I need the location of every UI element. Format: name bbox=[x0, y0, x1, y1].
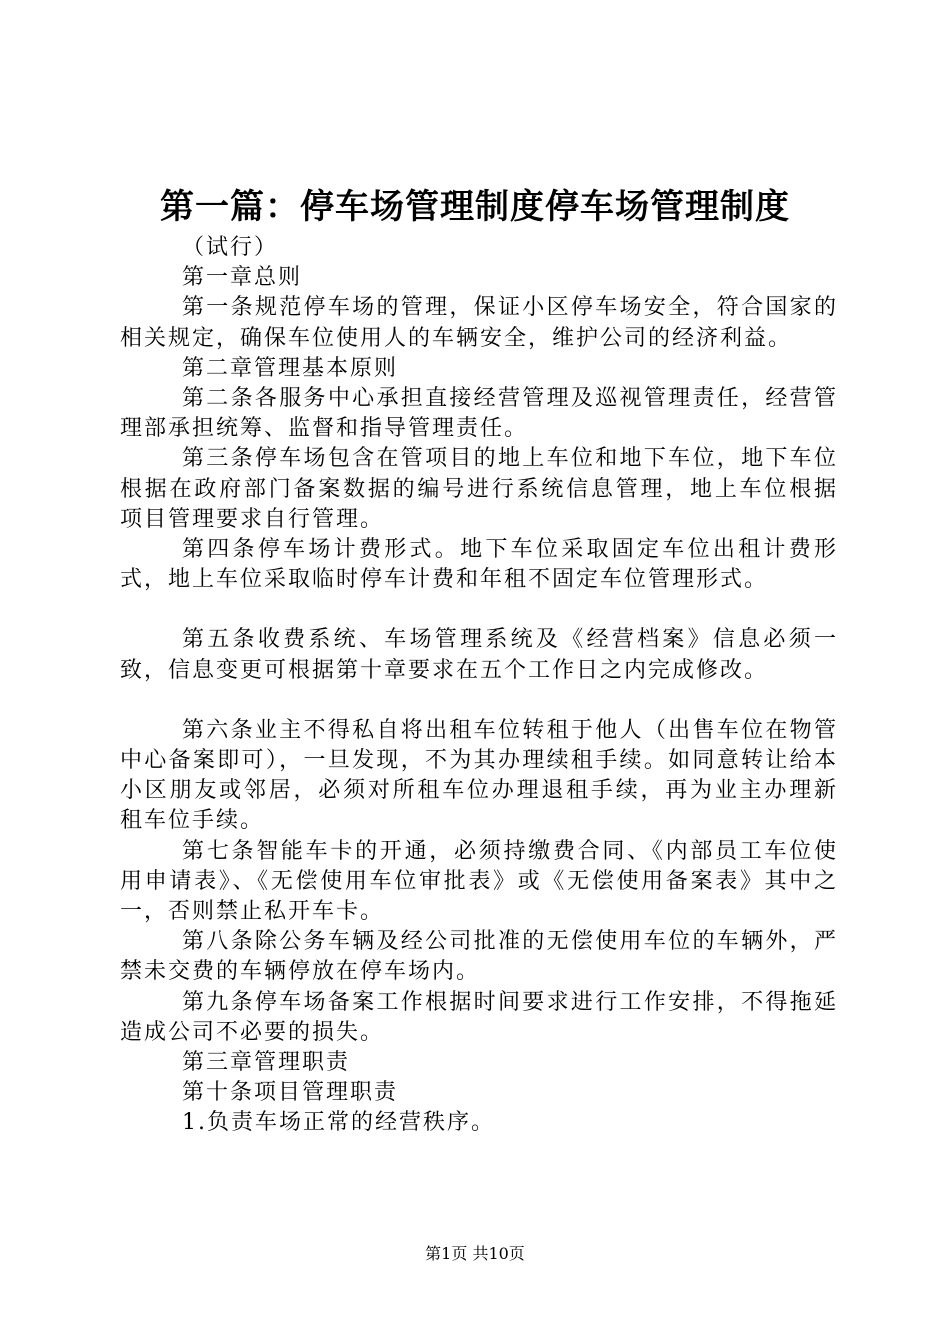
article-7: 第七条智能车卡的开通，必须持缴费合同、《内部员工车位使用申请表》、《无偿使用车位审批表》或《无偿使用备案表》其中之一，否则禁止私开车卡。 bbox=[120, 838, 838, 925]
article-2: 第二条各服务中心承担直接经营管理及巡视管理责任，经营管理部承担统筹、监督和指导管理责任。 bbox=[120, 386, 838, 442]
article-4: 第四条停车场计费形式。地下车位采取固定车位出租计费形式，地上车位采取临时停车计费和年租不固定车位管理形式。 bbox=[120, 537, 838, 593]
paragraph-trial: （试行） bbox=[182, 235, 279, 260]
heading-chapter-3: 第三章管理职责 bbox=[182, 1050, 351, 1076]
page-footer: 第1页 共10页 bbox=[425, 1244, 525, 1263]
article-6: 第六条业主不得私自将出租车位转租于他人（出售车位在物管中心备案即可），一旦发现，不为其办理续租手续。如同意转让给本小区朋友或邻居，必须对所租车位办理退租手续，再为业主办理新租车位手续。 bbox=[120, 717, 838, 834]
heading-chapter-1: 第一章总则 bbox=[182, 265, 303, 291]
article-5: 第五条收费系统、车场管理系统及《经营档案》信息必须一致，信息变更可根据第十章要求在五个工作日之内完成修改。 bbox=[120, 627, 838, 683]
article-9: 第九条停车场备案工作根据时间要求进行工作安排，不得拖延造成公司不必要的损失。 bbox=[120, 989, 838, 1045]
document-body bbox=[120, 233, 838, 1139]
list-item-1: 1.负责车场正常的经营秩序。 bbox=[182, 1110, 495, 1136]
document-title: 第一篇：停车场管理制度停车场管理制度 bbox=[160, 187, 790, 227]
article-10: 第十条项目管理职责 bbox=[182, 1080, 399, 1106]
article-3: 第三条停车场包含在管项目的地上车位和地下车位，地下车位根据在政府部门备案数据的编号进行系统信息管理，地上车位根据项目管理要求自行管理。 bbox=[120, 446, 838, 532]
heading-chapter-2: 第二章管理基本原则 bbox=[182, 355, 399, 381]
article-8: 第八条除公务车辆及经公司批准的无偿使用车位的车辆外，严禁未交费的车辆停放在停车场内。 bbox=[120, 929, 838, 985]
article-1: 第一条规范停车场的管理，保证小区停车场安全，符合国家的相关规定，确保车位使用人的车辆安全，维护公司的经济利益。 bbox=[120, 295, 838, 351]
